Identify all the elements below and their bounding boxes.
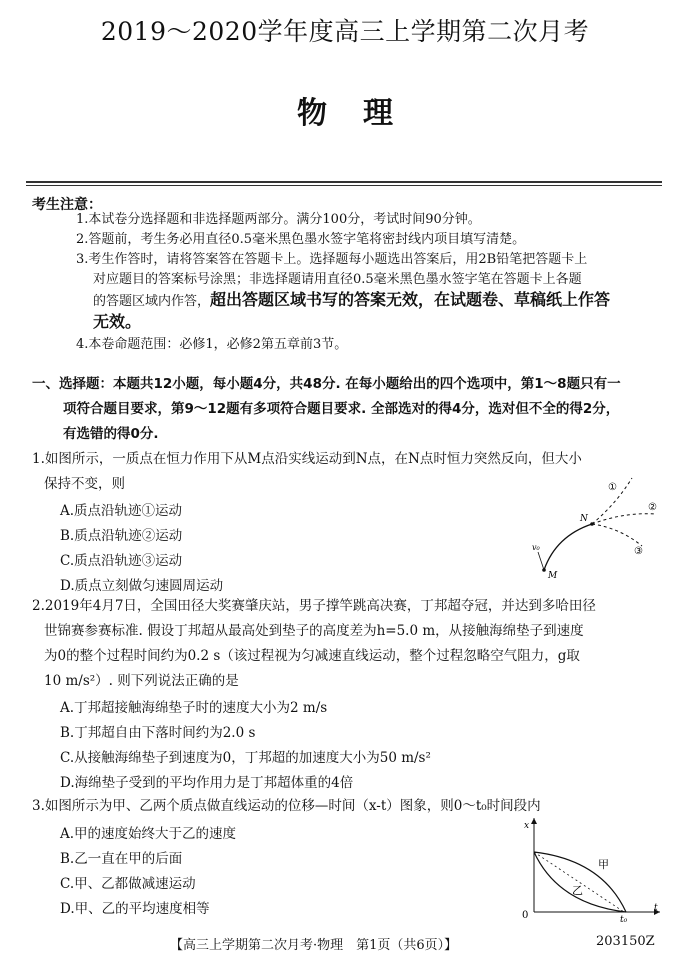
q3-xt-graph	[514, 814, 664, 922]
x-axis-label: x	[524, 821, 530, 831]
yi-label: 乙	[572, 884, 583, 897]
subject-title: 物理	[297, 96, 429, 131]
label-n: N	[580, 514, 588, 524]
exam-title: 2019～2020学年度高三上学期第二次月考	[100, 17, 590, 46]
notice-emphasis-cont: 无效。	[93, 312, 142, 331]
q3-dashed-line	[534, 852, 624, 912]
jia-label: 甲	[598, 858, 609, 871]
section-instructions-3: 有选错的得0分.	[63, 426, 159, 442]
point-n	[590, 522, 594, 526]
section-instructions-1: 一、选择题：本题共12小题，每小题4分，共48分. 在每小题给出的四个选项中，第1～8题只有一	[32, 376, 621, 392]
q1-trajectory-figure	[528, 474, 662, 582]
paper-code: 203150Z	[596, 934, 655, 949]
page-footer: 【高三上学期第二次月考·物理 第1页（共6页）】	[170, 938, 458, 953]
v0-arrow	[538, 552, 544, 570]
q3-option-b: B.乙一直在甲的后面	[60, 851, 183, 867]
label-3: ③	[634, 546, 643, 557]
notice-item-3-cont2	[93, 290, 610, 312]
q1-option-c: C.质点沿轨迹③运动	[60, 553, 183, 569]
q2-stem-3: 为0的整个过程时间约为0.2 s（该过程视为匀减速直线运动，整个过程忽略空气阻力，g取	[44, 648, 580, 664]
notice-item-3: 3.考生作答时，请将答案答在答题卡上。选择题每小题选出答案后，用2B铅笔把答题卡上	[76, 252, 588, 267]
header-rule-thin	[26, 185, 662, 186]
q2-option-d: D.海绵垫子受到的平均作用力是丁邦超体重的4倍	[60, 775, 354, 791]
notice-emphasis: 超出答题区域书写的答案无效，在试题卷、草稿纸上作答	[210, 290, 611, 309]
label-2: ②	[648, 502, 657, 513]
q3-stem: 3.如图所示为甲、乙两个质点做直线运动的位移—时间（x-t）图象，则0～t₀时间段内	[32, 798, 541, 814]
header-rule-thick	[26, 181, 662, 183]
q1-option-a: A.质点沿轨迹①运动	[60, 503, 183, 519]
q3-option-c: C.甲、乙都做减速运动	[60, 876, 196, 892]
notice-heading: 考生注意：	[32, 197, 102, 213]
notice-item-2: 2.答题前，考生务必用直径0.5毫米黑色墨水签字笔将密封线内项目填写清楚。	[76, 232, 526, 247]
q1-stem-2: 保持不变，则	[44, 476, 125, 492]
origin-label: 0	[522, 910, 529, 921]
label-1: ①	[608, 482, 617, 493]
label-v0: v₀	[532, 543, 540, 552]
label-m: M	[548, 571, 558, 581]
q1-option-d: D.质点立刻做匀速圆周运动	[60, 578, 224, 594]
section-instructions-2: 项符合题目要求，第9～12题有多项符合题目要求. 全部选对的得4分，选对但不全的得2分，	[63, 401, 620, 417]
notice-item-4: 4.本卷命题范围：必修1，必修2第五章前3节。	[76, 337, 348, 352]
q2-stem-4: 10 m/s²）. 则下列说法正确的是	[44, 673, 239, 689]
q2-stem-2: 世锦赛参赛标准. 假设丁邦超从最高处到垫子的高度差为h=5.0 m，从接触海绵垫子到速度	[44, 623, 584, 639]
notice-item-1: 1.本试卷分选择题和非选择题两部分。满分100分，考试时间90分钟。	[76, 212, 481, 227]
q3-option-d: D.甲、乙的平均速度相等	[60, 901, 210, 917]
q2-option-a: A.丁邦超接触海绵垫子时的速度大小为2 m/s	[60, 700, 328, 716]
q2-option-b: B.丁邦超自由下落时间约为2.0 s	[60, 725, 256, 741]
q2-stem-1: 2.2019年4月7日，全国田径大奖赛肇庆站，男子撑竿跳高决赛，丁邦超夺冠，并达到多哈田径	[32, 598, 596, 614]
notice-item-3-text: 的答题区域内作答，	[93, 294, 211, 309]
q1-stem-1: 1.如图所示，一质点在恒力作用下从M点沿实线运动到N点，在N点时恒力突然反向，但大小	[32, 451, 582, 467]
x-axis-arrow	[531, 818, 537, 824]
q3-option-a: A.甲的速度始终大于乙的速度	[60, 826, 237, 842]
q1-option-b: B.质点沿轨迹②运动	[60, 528, 183, 544]
q2-option-c: C.从接触海绵垫子到速度为0，丁邦超的加速度大小为50 m/s²	[60, 750, 431, 766]
notice-item-3-cont: 对应题目的答案标号涂黑；非选择题请用直径0.5毫米黑色墨水签字笔在答题卡上各题	[93, 272, 582, 287]
t0-label: t₀	[620, 915, 628, 922]
q1-solid-path	[544, 524, 592, 570]
q1-path-3	[592, 524, 642, 546]
t-axis-label: t	[654, 903, 658, 913]
